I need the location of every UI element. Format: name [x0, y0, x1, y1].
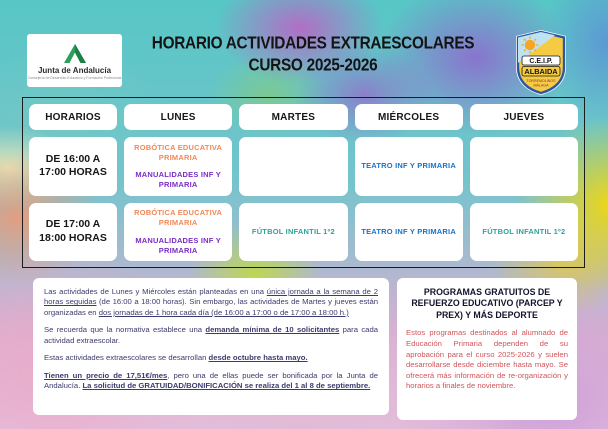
- junta-andalucia-logo: [27, 34, 122, 87]
- col-header-jueves: JUEVES: [470, 104, 578, 130]
- page-title: [135, 33, 490, 77]
- info-paragraph-period: Estas actividades extraescolares se desarrollan desde octubre hasta mayo.: [44, 353, 308, 363]
- info-box: [33, 278, 389, 415]
- col-header-horarios: HORARIOS: [29, 104, 117, 130]
- programs-body: Estos programas destinados al alumnado de Educación Primaria dependen de su aprobación para el curso 2025-2026 y suelen desarrollarse desde diciembre hasta mayo. Se ofrecerá más información de re-organización y horarios a finales de noviembre.: [406, 328, 568, 391]
- cell-lunes-slot1: [124, 137, 232, 196]
- junta-logo-subtext: Consejería de Desarrollo Educativo y Formación Profesional: [27, 76, 122, 80]
- crest-ceip-label: C.E.I.P.: [529, 57, 553, 65]
- cell-jueves-slot2: [470, 203, 578, 262]
- programs-title: PROGRAMAS GRATUITOS DE REFUERZO EDUCATIVO (PARCEP Y PREX) Y MÁS DEPORTE: [411, 287, 563, 320]
- junta-a-icon: [62, 43, 88, 65]
- col-header-miercoles: MIÉRCOLES: [355, 104, 463, 130]
- time-slot-2: DE 17:00 A 18:00 HORAS: [29, 203, 117, 262]
- cell-miercoles-slot2: [355, 203, 463, 262]
- cell-jueves-slot1-empty: [470, 137, 578, 196]
- schedule-table: [22, 97, 585, 268]
- col-header-martes: MARTES: [239, 104, 347, 130]
- cell-miercoles-slot1: [355, 137, 463, 196]
- info-paragraph-price: Tienen un precio de 17,51€/mes, pero una de ellas puede ser bonificada por la Junta de Andalucía. La solicitud de GRATUIDAD/BONIFICACIÓN se realiza del 1 al 8 de septiembre.: [44, 370, 378, 391]
- activity-manualidades: MANUALIDADES INF Y PRIMARIA: [135, 170, 221, 189]
- activity-manualidades: MANUALIDADES INF Y PRIMARIA: [135, 235, 221, 255]
- cell-lunes-slot2: [124, 203, 232, 262]
- activity-teatro: TEATRO INF Y PRIMARIA: [361, 226, 456, 236]
- crest-city-label: TORREMOLINOS: [526, 79, 556, 83]
- sun-icon: [525, 40, 535, 50]
- junta-logo-name: Junta de Andalucía: [37, 66, 112, 75]
- activity-robotica: ROBÓTICA EDUCATIVA PRIMARIA: [134, 142, 223, 162]
- title-line-2: CURSO 2025-2026: [248, 56, 378, 75]
- activity-futbol: FÚTBOL INFANTIL 1º2: [251, 226, 335, 236]
- cell-martes-slot1-empty: [239, 137, 347, 196]
- crest-albaida-label: ALBAIDA: [524, 66, 558, 76]
- col-header-lunes: LUNES: [124, 104, 232, 130]
- activity-robotica: ROBÓTICA EDUCATIVA PRIMARIA: [134, 208, 223, 227]
- title-line-1: HORARIO ACTIVIDADES EXTRAESCOLARES: [151, 34, 475, 53]
- activity-futbol: FÚTBOL INFANTIL 1º2: [482, 226, 566, 236]
- cell-martes-slot2: [239, 203, 347, 262]
- time-slot-1: DE 16:00 A 17:00 HORAS: [29, 137, 117, 196]
- school-crest: [513, 29, 569, 97]
- info-paragraph-schedule: Las actividades de Lunes y Miércoles están planteadas en una única jornada a la semana de 2 horas seguidas (de 16:00 a 18:00 horas). Sin embargo, las actividades de Martes y jueves están organizadas en dos jornadas de 1 hora cada día (de 16:00 a 17:00 o de 17:00 a 18:00 h.): [44, 287, 378, 317]
- activity-teatro: TEATRO INF Y PRIMARIA: [361, 161, 456, 171]
- programs-box: [397, 278, 577, 420]
- crest-province-label: MÁLAGA: [533, 83, 549, 88]
- info-paragraph-minimum: Se recuerda que la normativa establece una demanda mínima de 10 solicitantes para cada actividad extraescolar.: [44, 325, 378, 345]
